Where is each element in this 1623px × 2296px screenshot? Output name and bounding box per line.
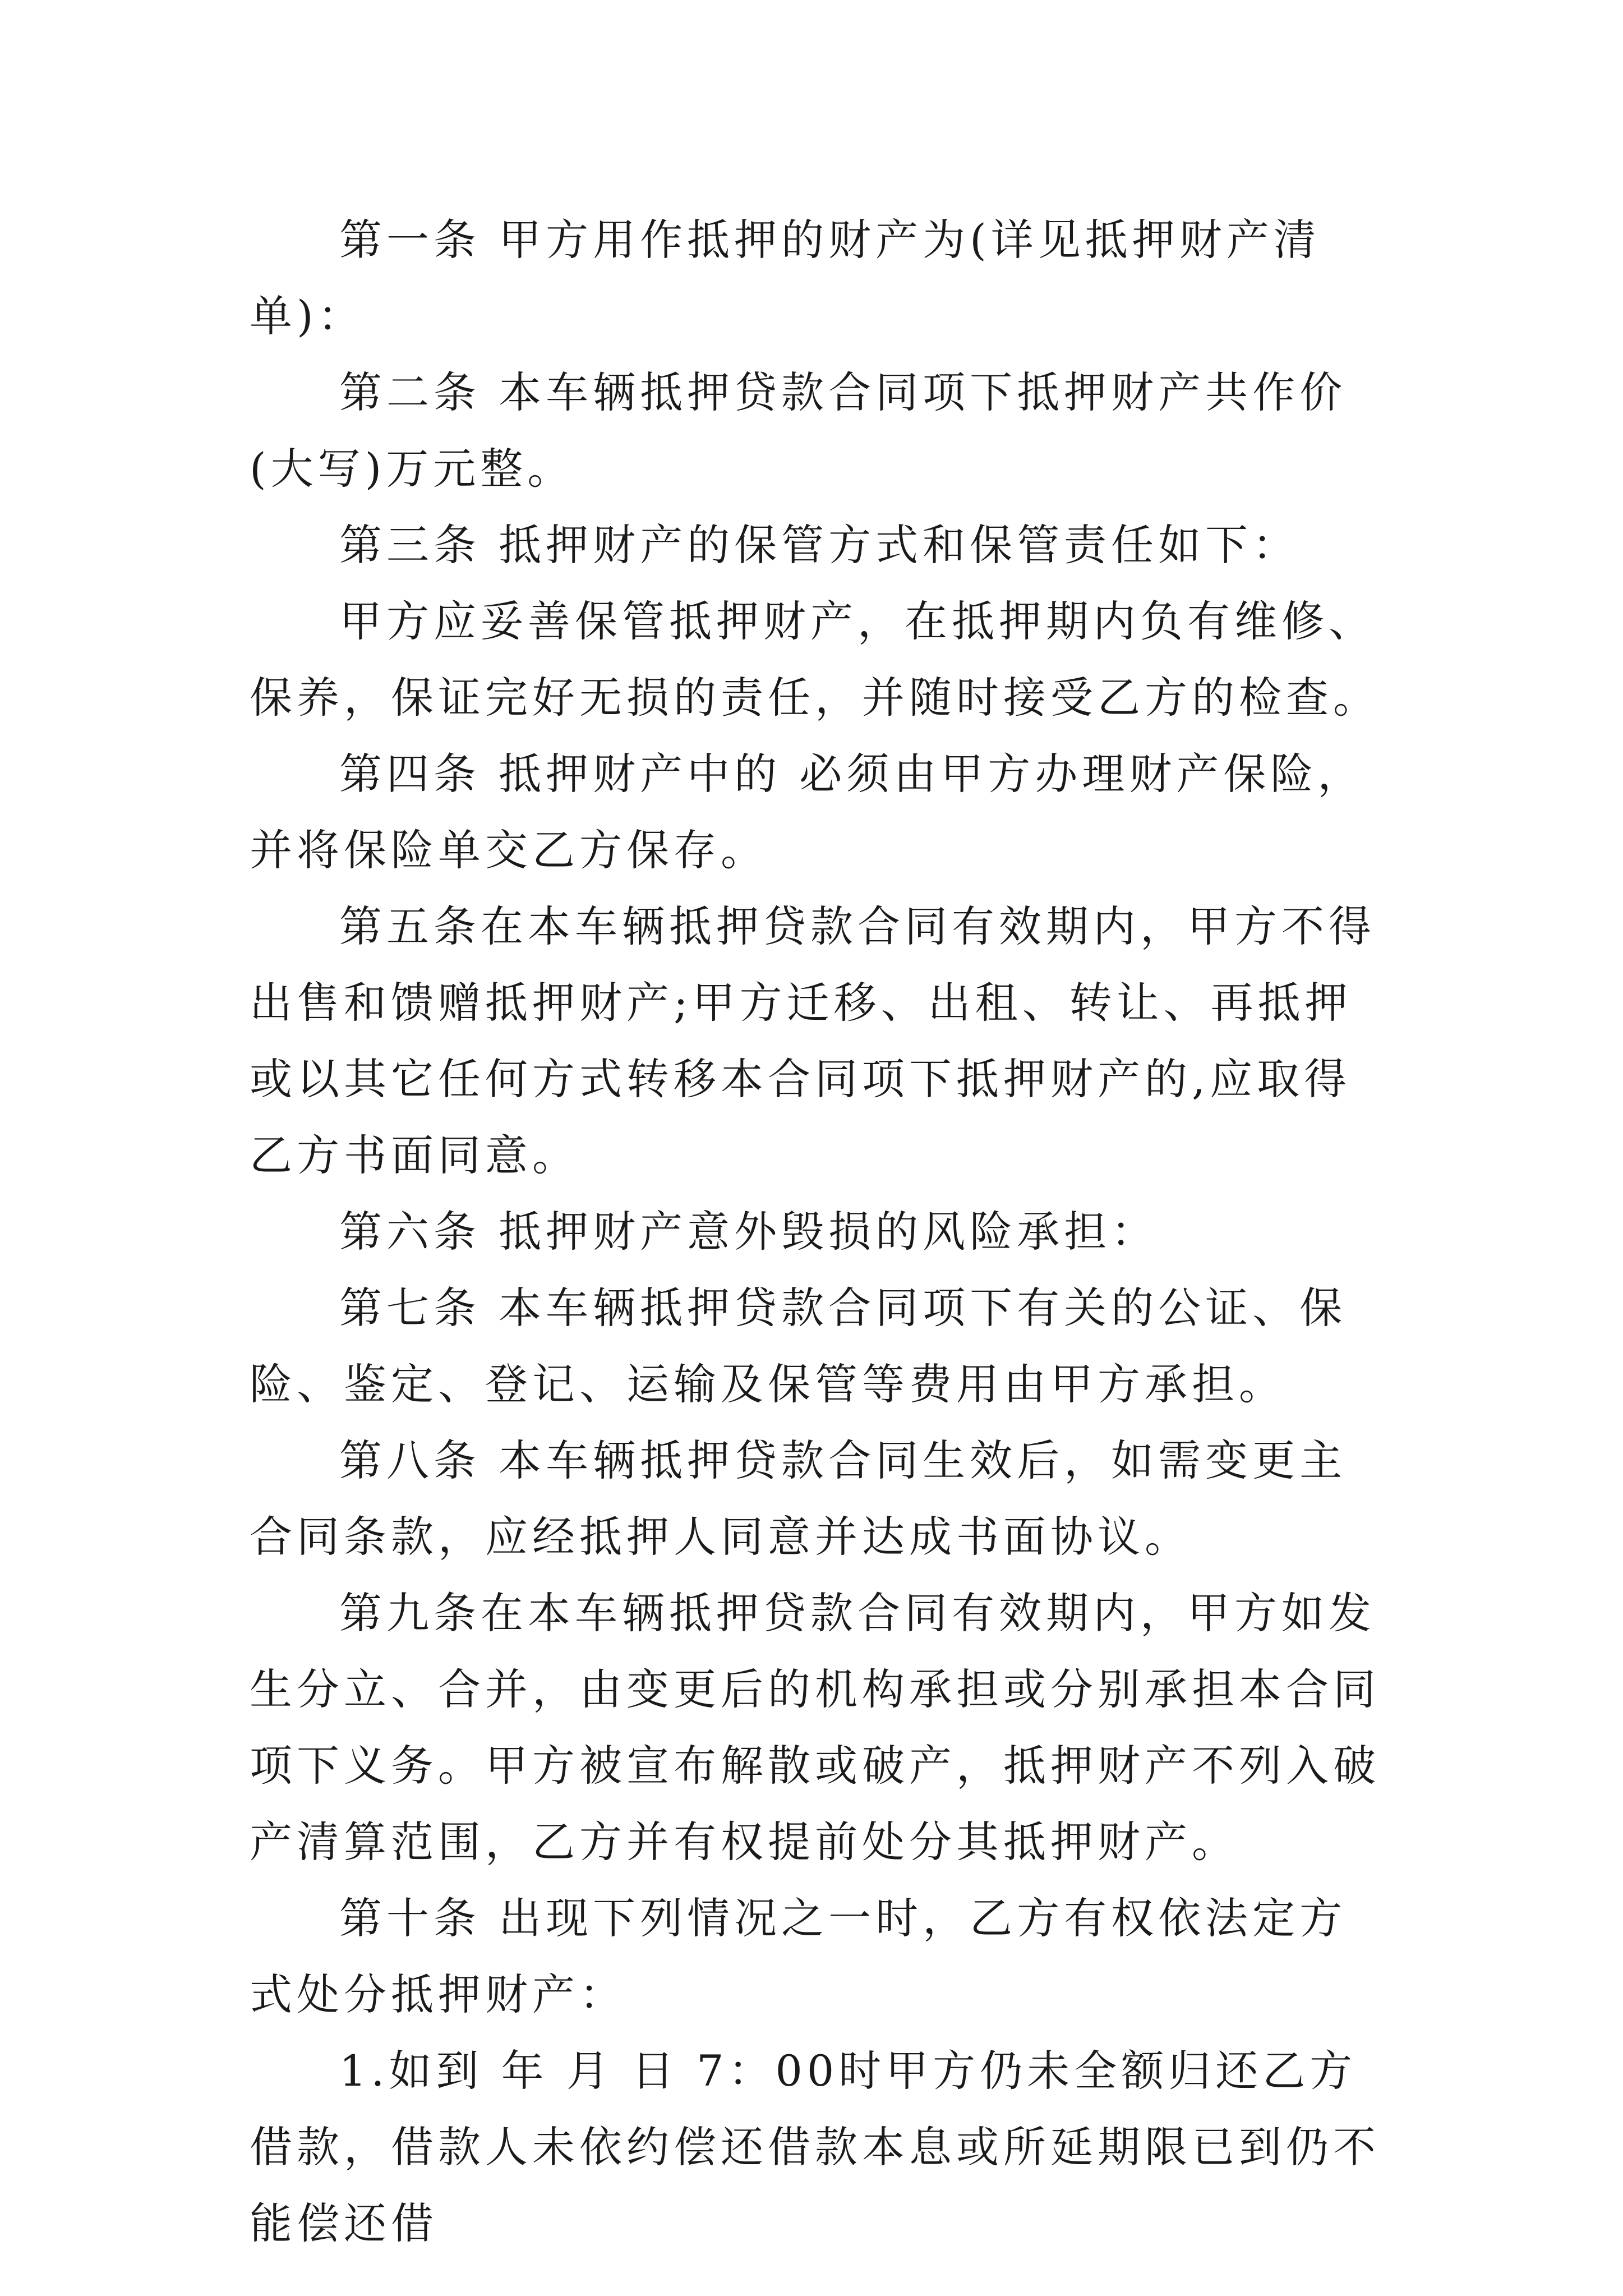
document-body (250, 202, 1382, 2262)
clause-3-detail: 甲方应妥善保管抵押财产，在抵押期内负有维修、保养，保证完好无损的责任，并随时接受乙方的检查。 (250, 596, 1380, 723)
clause-10-item-1: 1.如到 年 月 日 7：00时甲方仍未全额归还乙方借款，借款人未依约偿还借款本息或所延期限已到仍不能偿还借 (250, 2046, 1380, 2248)
clause-8: 第八条 本车辆抵押贷款合同生效后，如需变更主合同条款，应经抵押人同意并达成书面协议。 (250, 1435, 1347, 1562)
clause-9: 第九条在本车辆抵押贷款合同有效期内，甲方如发生分立、合并，由变更后的机构承担或分别承担本合同项下义务。甲方被宣布解散或破产，抵押财产不列入破产清算范围，乙方并有权提前处分其抵押财产。 (250, 1588, 1380, 1867)
clause-1: 第一条 甲方用作抵押的财产为(详见抵押财产清单)： (250, 215, 1321, 341)
clause-10: 第十条 出现下列情况之一时，乙方有权依法定方式处分抵押财产： (250, 1893, 1347, 2019)
clause-5: 第五条在本车辆抵押贷款合同有效期内，甲方不得出售和馈赠抵押财产;甲方迁移、出租、转让、再抵押或以其它任何方式转移本合同项下抵押财产的,应取得乙方书面同意。 (250, 901, 1376, 1180)
clause-3: 第三条 抵押财产的保管方式和保管责任如下： (339, 520, 1300, 570)
clause-4: 第四条 抵押财产中的 必须由甲方办理财产保险，并将保险单交乙方保存。 (250, 749, 1365, 875)
clause-7: 第七条 本车辆抵押贷款合同项下有关的公证、保险、鉴定、登记、运输及保管等费用由甲方承担。 (250, 1283, 1347, 1409)
clause-2: 第二条 本车辆抵押贷款合同项下抵押财产共作价(大写)万元整。 (250, 367, 1347, 494)
clause-6: 第六条 抵押财产意外毁损的风险承担： (339, 1207, 1159, 1257)
